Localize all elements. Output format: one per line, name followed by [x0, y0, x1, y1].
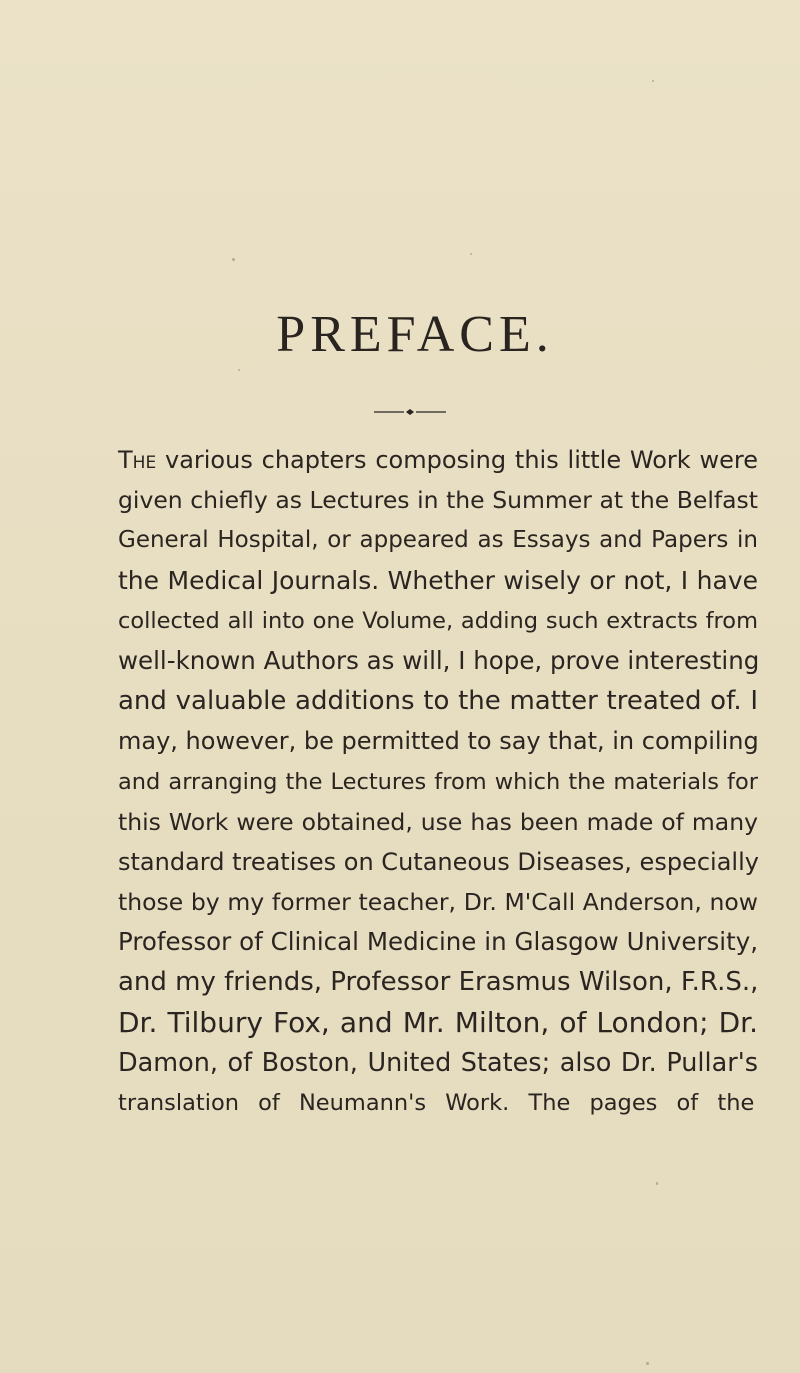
text-line: Dr. Tilbury Fox, and Mr. Milton, of London; Dr.	[118, 1005, 758, 1039]
text-line	[118, 440, 758, 480]
paper-speck	[656, 1182, 658, 1185]
opening-word: The	[118, 446, 157, 474]
text-line: the Medical Journals. Whether wisely or not, I have	[118, 565, 758, 595]
text-line: collected all into one Volume, adding such extracts from	[118, 607, 758, 634]
text-line: and arranging the Lectures from which the materials for	[118, 768, 758, 795]
page-title: PREFACE.	[276, 306, 554, 363]
text-line-content: various chapters composing this little Work were	[156, 446, 758, 474]
text-line: and my friends, Professor Erasmus Wilson, F.R.S.,	[118, 967, 759, 998]
paper-speck	[646, 1362, 649, 1365]
text-line: General Hospital, or appeared as Essays and Papers in	[118, 527, 758, 554]
paper-speck	[238, 369, 240, 371]
text-line: standard treatises on Cutaneous Diseases, especially	[118, 847, 759, 876]
paper-speck	[652, 80, 654, 82]
text-line: and valuable additions to the matter treated of. I	[118, 686, 758, 717]
text-line: Professor of Clinical Medicine in Glasgow University,	[118, 927, 758, 957]
text-line: Damon, of Boston, United States; also Dr. Pullar's	[118, 1047, 758, 1078]
text-line: those by my former teacher, Dr. M'Call Anderson, now	[118, 888, 758, 917]
text-line: translation of Neumann's Work. The pages of the	[118, 1090, 755, 1116]
text-line: given chiefly as Lectures in the Summer at the Belfast	[118, 486, 758, 515]
paper-speck	[232, 258, 235, 261]
title-rule-ornament	[374, 407, 446, 417]
text-line: may, however, be permitted to say that, in compiling	[118, 727, 759, 756]
text-line: this Work were obtained, use has been made of many	[118, 807, 758, 836]
text-line: well-known Authors as will, I hope, prove interesting	[118, 645, 760, 675]
paper-speck	[470, 253, 472, 255]
preface-body	[118, 440, 758, 1123]
